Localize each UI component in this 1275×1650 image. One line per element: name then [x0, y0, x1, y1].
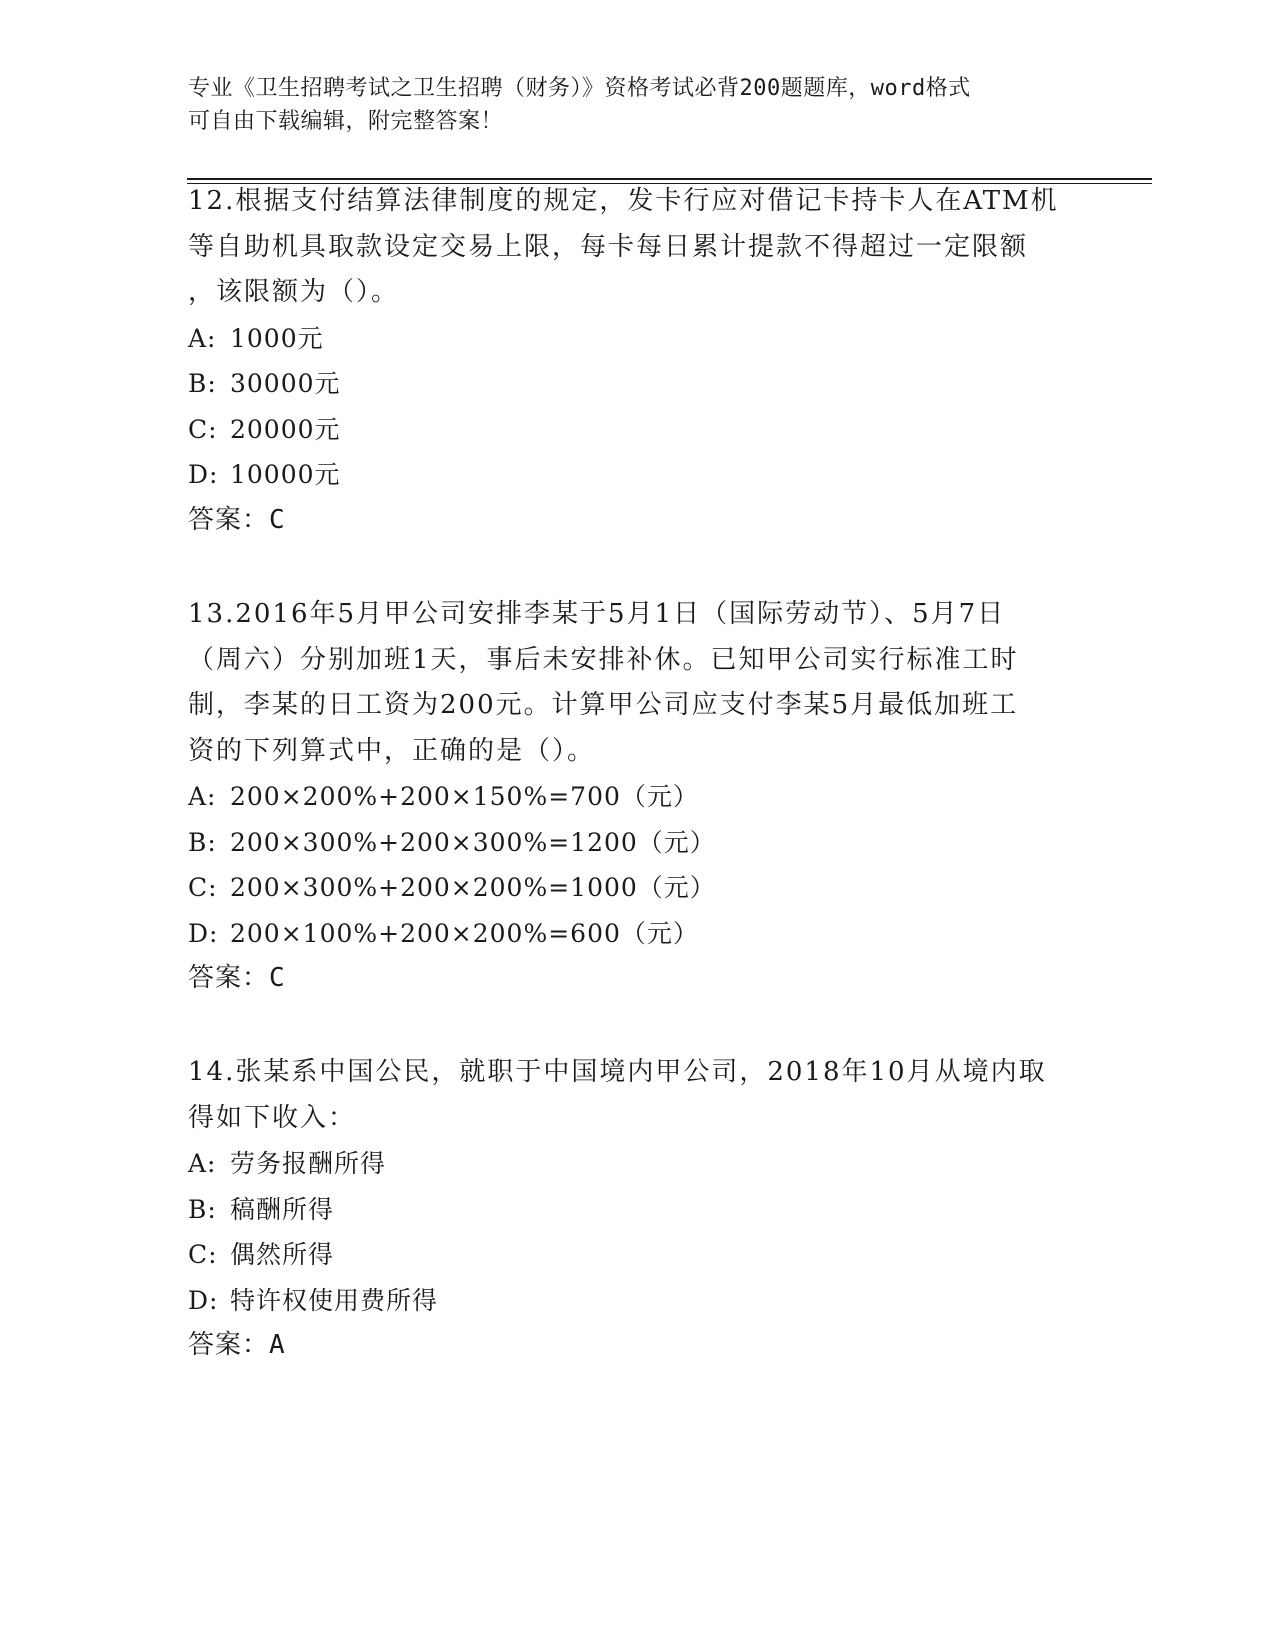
option-text: 200×200%+200×150%=700（元） [230, 782, 699, 811]
option-letter: B: [188, 1194, 217, 1224]
answer: 答案：C [188, 504, 286, 535]
option-text: 劳务报酬所得 [230, 1149, 387, 1178]
option-text: 20000元 [230, 414, 341, 444]
question-line: ，该限额为（）。 [188, 277, 400, 307]
option-a [188, 1141, 1088, 1187]
option-letter: B: [188, 827, 217, 857]
option-text: 200×100%+200×200%=600（元） [230, 918, 699, 948]
question-line: 得如下收入： [188, 1102, 357, 1133]
option-c [188, 407, 1088, 453]
option-text: 偶然所得 [230, 1240, 335, 1269]
option-a [188, 316, 1088, 362]
answer: 答案：A [188, 1330, 286, 1360]
question-line: 资的下列算式中，正确的是（）。 [188, 735, 596, 766]
option-letter: D: [188, 918, 219, 948]
option-d [188, 1278, 1088, 1324]
option-text: 特许权使用费所得 [230, 1285, 439, 1315]
option-letter: C: [188, 873, 218, 902]
question-12 [188, 179, 1088, 543]
question-line: 13.2016年5月甲公司安排李某于5月1日（国际劳动节）、5月7日 [188, 599, 1006, 629]
question-line: （周六）分别加班1天，事后未安排补休。已知甲公司实行标准工时 [188, 644, 1019, 675]
question-line: 12.根据支付结算法律制度的规定，发卡行应对借记卡持卡人在ATM机 [188, 186, 1059, 216]
header-line-2: 可自由下载编辑，附完整答案！ [188, 109, 504, 134]
question-14 [188, 1050, 1088, 1369]
option-text: 10000元 [230, 460, 341, 489]
option-letter: A: [188, 323, 217, 353]
option-c [188, 1232, 1088, 1278]
option-text: 200×300%+200×200%=1000（元） [230, 873, 716, 902]
question-line: 制，李某的日工资为200元。计算甲公司应支付李某5月最低加班工 [188, 690, 1019, 720]
question-line: 等自助机具取款设定交易上限，每卡每日累计提款不得超过一定限额 [188, 231, 1029, 262]
question-text [188, 179, 1068, 316]
question-text [188, 592, 1068, 774]
option-letter: C: [188, 1240, 218, 1269]
option-letter: B: [188, 369, 217, 398]
option-c [188, 865, 1088, 911]
option-text: 稿酬所得 [230, 1194, 335, 1224]
option-a [188, 774, 1088, 820]
option-b [188, 820, 1088, 866]
option-b [188, 1187, 1088, 1233]
option-letter: A: [188, 782, 217, 811]
option-letter: D: [188, 1285, 219, 1315]
option-text: 1000元 [230, 323, 324, 353]
option-text: 30000元 [230, 369, 341, 398]
answer: 答案：C [188, 963, 286, 993]
header-line-1: 专业《卫生招聘考试之卫生招聘（财务）》资格考试必背200题题库，word格式 [188, 76, 971, 101]
question-text [188, 1050, 1068, 1141]
option-d [188, 452, 1088, 498]
option-letter: D: [188, 460, 219, 489]
option-d [188, 911, 1088, 957]
option-letter: C: [188, 414, 218, 444]
option-letter: A: [188, 1149, 217, 1178]
question-13 [188, 592, 1088, 1002]
question-line: 14.张某系中国公民，就职于中国境内甲公司，2018年10月从境内取 [188, 1057, 1047, 1087]
option-text: 200×300%+200×300%=1200（元） [230, 827, 716, 857]
document-header [188, 72, 1088, 138]
option-b [188, 361, 1088, 407]
